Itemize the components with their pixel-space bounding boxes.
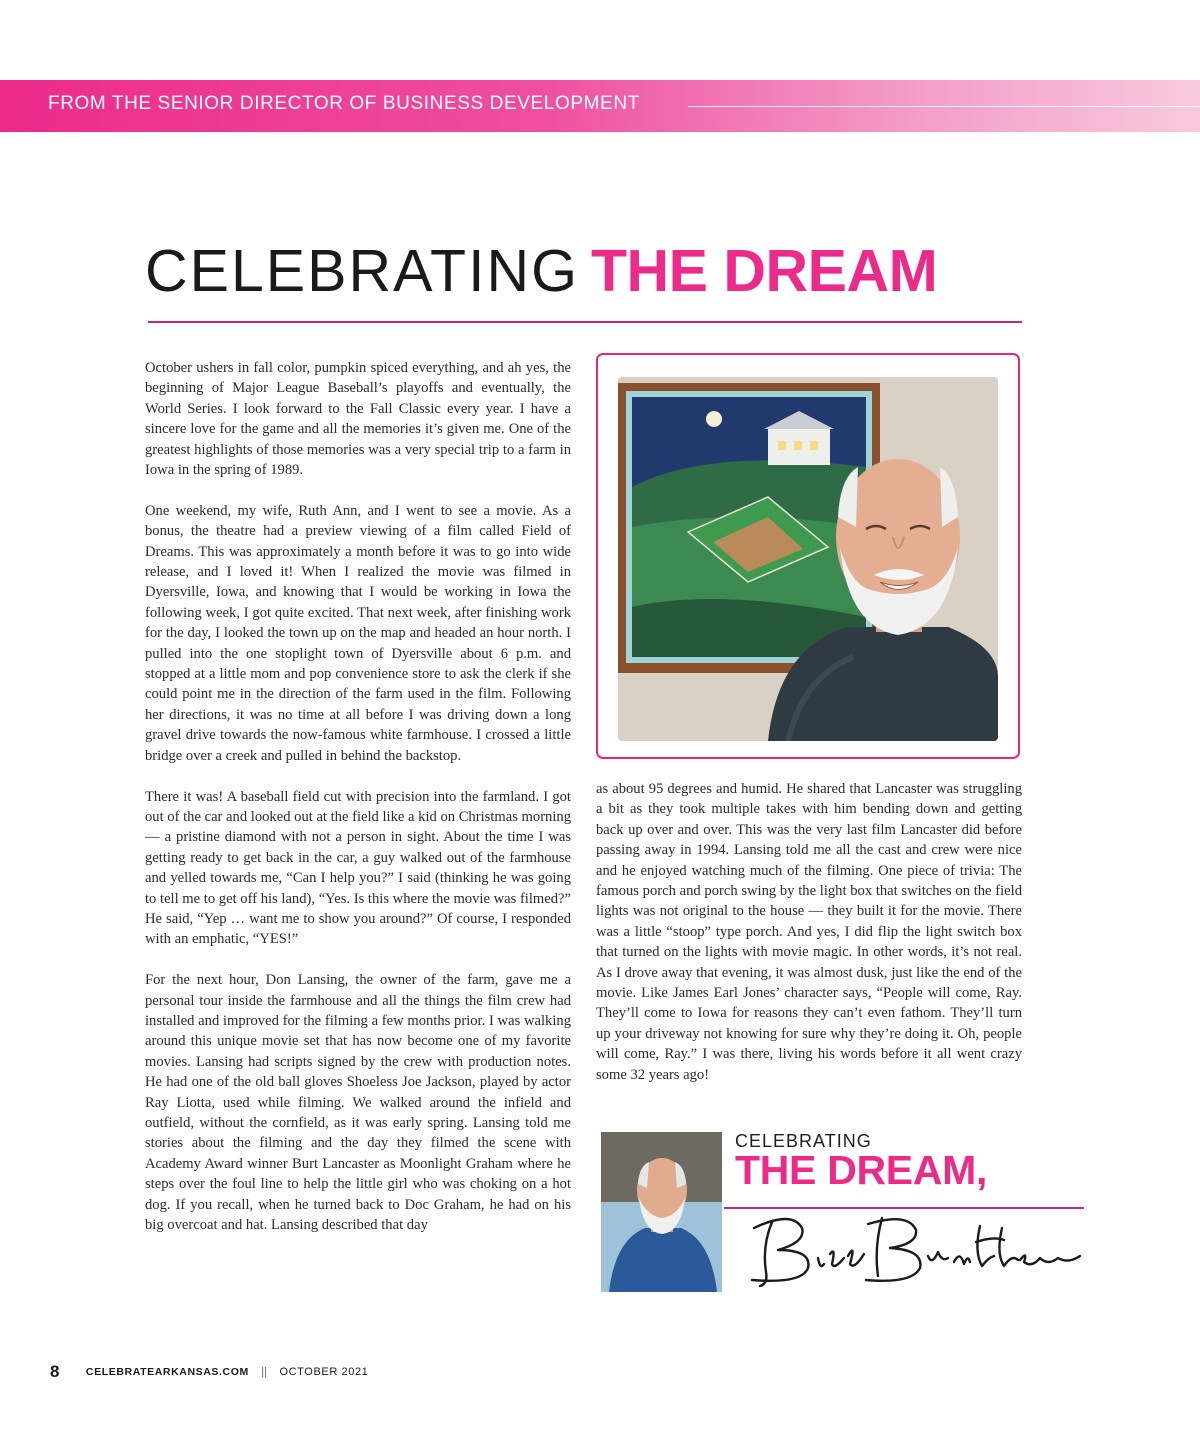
signoff-headline: THE DREAM,	[735, 1147, 988, 1193]
paragraph: as about 95 degrees and humid. He shared that Lancaster was struggling a bit as they took multiple takes with him bending down and getting back up over and over. This was the very last film Lancaster did before passing away in 1994. Lansing told me all the cast and crew were nice and he enjoyed watching much of the filming. One piece of trivia: The famous porch and porch swing by the light box that switches on the field lights was not original to the house — they built it for the movie. There was a little “stoop” type porch. And yes, I did flip the light switch box that turned on the lights with movie magic. In other words, it’s not real. As I drove away that evening, it was almost dusk, just like the end of the movie. Like James Earl Jones’ character says, “People will come, Ray. They’ll come to Iowa for reasons they can’t even fathom. They’ll turn up your driveway not knowing for sure why they’re doing it. Oh, people will come, Ray.” I was there, living his words before it all went crazy some 32 years ago!	[596, 781, 1022, 1083]
section-banner	[0, 80, 1200, 132]
title-bold: THE DREAM	[591, 238, 938, 304]
page-footer	[50, 1362, 368, 1382]
article-column-right	[596, 779, 1022, 1085]
section-label: FROM THE SENIOR DIRECTOR OF BUSINESS DEVELOPMENT	[48, 93, 640, 114]
page-number: 8	[50, 1362, 60, 1381]
author-photo	[618, 377, 998, 741]
handwritten-signature-icon	[732, 1206, 1092, 1296]
title-light: CELEBRATING	[145, 238, 579, 304]
author-photo-illustration	[618, 377, 998, 741]
issue-date: OCTOBER 2021	[279, 1366, 369, 1378]
author-photo-frame	[596, 353, 1020, 759]
site-url[interactable]: CELEBRATEARKANSAS.COM	[85, 1366, 249, 1378]
signoff-kicker: CELEBRATING	[735, 1131, 872, 1151]
paragraph: October ushers in fall color, pumpkin spiced everything, and ah yes, the beginning of Major League Baseball’s playoffs and eventually, the World Series. I look forward to the Fall Classic every year. I have a sincere love for the game and all the memories it’s given me. One of the greatest highlights of those memories was a very special trip to a farm in Iowa in the spring of 1989.	[145, 360, 571, 479]
author-headshot	[601, 1132, 722, 1292]
paragraph: For the next hour, Don Lansing, the owner of the farm, gave me a personal tour inside the farmhouse and all the things the film crew had installed and improved for the filming a few months prior. I was walking around this unique movie set that has now become one of my favorite movies. Lansing had scripts signed by the crew with production notes. He had one of the old ball gloves Shoeless Joe Jackson, played by actor Ray Liotta, used while filming. We walked around the infield and outfield, without the cornfield, as it was early spring. Lansing told me stories about the filming and the day they filmed the scene with Academy Award winner Burt Lancaster as Moonlight Graham where he steps over the foul line to help the little girl who was choking on a hot dog. If you recall, when he turned back to Doc Graham, he had on his big overcoat and hat. Lansing described that day	[145, 972, 571, 1234]
article-column-left	[145, 358, 571, 1235]
banner-rule	[688, 106, 1200, 107]
title-underline	[148, 321, 1022, 323]
paragraph: There it was! A baseball field cut with precision into the farmland. I got out of the car and looked out at the field like a kid on Christmas morning — a pristine diamond with not a person in sight. About the time I was getting ready to get back in the car, a guy walked out of the farmhouse and yelled towards me, “Can I help you?” I said (thinking he was going to tell me to get off his land), “Yes. Is this where the movie was filmed?” He said, “Yep … want me to show you around?” Of course, I responded with an emphatic, “YES!”	[145, 788, 571, 948]
author-headshot-illustration	[601, 1132, 722, 1292]
footer-separator: ||	[261, 1366, 268, 1378]
paragraph: One weekend, my wife, Ruth Ann, and I went to see a movie. As a bonus, the theatre had a preview viewing of a film called Field of Dreams. This was approximately a month before it was to go into wide release, and I loved it! When I realized the movie was filmed in Dyersville, Iowa, and knowing that I would be working in Iowa the following week, I got quite excited. That next week, after finishing work for the day, I looked the town up on the map and headed an hour north. I pulled into the one stoplight town of Dyersville about 6 p.m. and stopped at a little mom and pop convenience store to ask the clerk if she could point me in the direction of the farm used in the film. Following her directions, it was no time at all before I was driving down a long gravel drive towards the now-famous white farmhouse. I crossed a little bridge over a creek and pulled in behind the backstop.	[145, 502, 571, 764]
article-title	[145, 236, 1045, 316]
